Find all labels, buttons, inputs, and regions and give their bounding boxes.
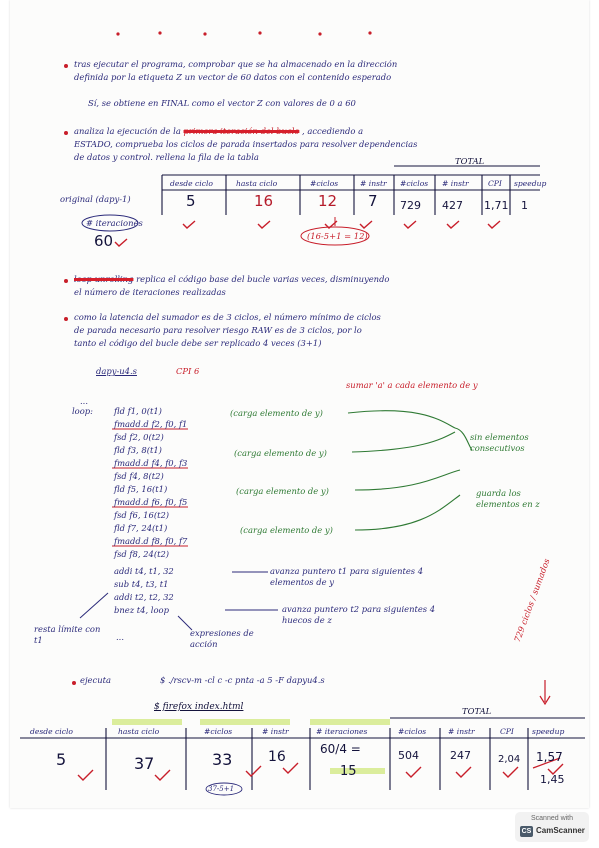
camscanner-badge	[515, 812, 589, 842]
table2-v1: 5	[56, 750, 67, 769]
firefox-cmd: $ firefox index.html	[154, 702, 244, 712]
para3-strike: loop unrolling	[74, 274, 134, 284]
bullet-3	[64, 279, 68, 283]
iterations-value: 60	[94, 232, 114, 250]
table1-h4: # instr	[360, 179, 387, 188]
table1-h6: # instr	[442, 179, 469, 188]
guarda-note: guarda los elementos en z	[476, 488, 540, 509]
load-note-4: (carga elemento de y)	[240, 525, 333, 535]
code-line: bnez t4, loop	[114, 605, 169, 615]
bullet-1	[64, 64, 68, 68]
table2-total-label: TOTAL	[462, 706, 492, 716]
para2-line3: de datos y control. rellena la fila de la tabla	[74, 152, 259, 162]
table2-h7: # instr	[448, 727, 475, 736]
bullet-5	[72, 681, 76, 685]
code-line: fmadd.d f6, f0, f5	[114, 497, 188, 507]
code-line: fmadd.d f2, f0, f1	[114, 419, 188, 429]
code-line: fsd f2, 0(t2)	[114, 432, 164, 442]
code-note-top: sumar 'a' a cada elemento de y	[346, 380, 478, 390]
para3-line1b: replica el código base del bucle varias veces, disminuyendo	[136, 274, 390, 284]
highlight-stroke	[310, 719, 390, 725]
table2-v7: 247	[450, 749, 471, 762]
sin-elementos-note: sin elementos consecutivos	[470, 432, 529, 453]
table1-h5: #ciclos	[400, 179, 429, 188]
iterations-label: # iteraciones	[86, 218, 143, 228]
para4-line1: como la latencia del sumador es de 3 ciclos, el número mínimo de ciclos	[74, 312, 381, 322]
code-line: fld f3, 8(t1)	[114, 445, 162, 455]
table1-v1: 5	[186, 192, 196, 210]
table2-v8: 2,04	[498, 754, 521, 765]
badge-caption: Scanned with	[530, 815, 574, 822]
para1-line3: Sí, se obtiene en FINAL como el vector Z con valores de 0 a 60	[88, 98, 356, 108]
code-subtitle: CPI 6	[176, 366, 200, 376]
table1-v6: 427	[442, 199, 463, 212]
table1-row-label: original (dapy-1)	[60, 194, 131, 204]
expresiones-note: expresiones de acción	[190, 628, 254, 649]
code-title: dapy-u4.s	[96, 366, 137, 376]
table2-v3: 33	[212, 750, 233, 769]
table1-h8: speedup	[514, 179, 547, 188]
code-line: fmadd.d f4, f0, f3	[114, 458, 188, 468]
badge-brand: CamScanner	[536, 826, 585, 835]
table1-h1: desde ciclo	[170, 179, 213, 188]
table2-h1: desde ciclo	[30, 727, 73, 736]
table2-v5: 60/4 =	[320, 742, 361, 756]
table2-h3: #ciclos	[204, 727, 233, 736]
para2-strike: primera iteración del bucle	[183, 126, 300, 136]
table1-v7: 1,71	[484, 199, 509, 212]
code-line: fld f1, 0(t1)	[114, 406, 162, 416]
table2-h4: # instr	[262, 727, 289, 736]
table1-v4: 7	[368, 192, 378, 210]
table2-h8: CPI	[500, 727, 514, 736]
avanza-t2-note: avanza puntero t2 para siguientes 4 huecos de z	[282, 604, 436, 625]
para3-line2: el número de iteraciones realizadas	[74, 287, 226, 297]
code-line: fsd f4, 8(t2)	[114, 471, 164, 481]
table1-h2: hasta ciclo	[236, 179, 278, 188]
table2-h2: hasta ciclo	[118, 727, 160, 736]
para1-line2: definida por la etiqueta Z un vector de 60 datos con el contenido esperado	[74, 72, 392, 82]
code-line: fld f7, 24(t1)	[114, 523, 168, 533]
table2-v4: 16	[268, 749, 286, 765]
table1-note: (16-5+1 = 12)	[307, 231, 368, 241]
table2-v9: 1,57	[536, 750, 563, 764]
code-line: addi t4, t1, 32	[114, 566, 174, 576]
table2-v6: 504	[398, 749, 419, 762]
exec-cmd: $ ./rscv-m -cl c -c pnta -a 5 -F dapyu4.s	[160, 675, 325, 685]
exec-label: ejecuta	[80, 675, 111, 685]
para2-line2: ESTADO, comprueba los ciclos de parada insertados para resolver dependencias	[74, 139, 418, 149]
para4-line2: de parada necesario para resolver riesgo RAW es de 3 ciclos, por lo	[74, 325, 362, 335]
para2-line1c: , accediendo a	[302, 126, 364, 136]
para2-line1	[74, 126, 363, 137]
table1-h3: #ciclos	[310, 179, 339, 188]
highlight-stroke	[112, 719, 182, 725]
code-line: fsd f8, 24(t2)	[114, 549, 170, 559]
table2-note: 37-5+1	[208, 785, 235, 793]
table1-v2: 16	[254, 192, 274, 210]
code-ellipsis: ...	[116, 632, 124, 642]
table1-v3: 12	[318, 192, 338, 210]
code-line: fld f5, 16(t1)	[114, 484, 168, 494]
red-note-729: 729 ciclos / sumados	[512, 557, 552, 644]
table2-h5: # iteraciones	[316, 727, 368, 736]
para4-line3: tanto el código del bucle debe ser replicado 4 veces (3+1)	[74, 338, 322, 348]
code-line: addi t2, t2, 32	[114, 592, 174, 602]
highlight-stroke	[200, 719, 290, 725]
resta-note: resta límite con t1	[34, 624, 101, 645]
camscanner-logo-icon: CS	[521, 828, 532, 835]
table1-h7: CPI	[488, 179, 502, 188]
table2-iter-result: 15	[340, 764, 357, 779]
para3-line1	[74, 274, 389, 285]
table2-h6: #ciclos	[398, 727, 427, 736]
table1-v8: 1	[521, 199, 528, 212]
code-line: fmadd.d f8, f0, f7	[114, 536, 188, 546]
table2-h9: speedup	[532, 727, 565, 736]
code-line: sub t4, t3, t1	[114, 579, 169, 589]
para1-line1: tras ejecutar el programa, comprobar que se ha almacenado en la dirección	[74, 59, 398, 69]
code-dots: ...	[80, 396, 88, 406]
para2-line1a: analiza la ejecución de la	[74, 126, 181, 136]
load-note-2: (carga elemento de y)	[234, 448, 327, 458]
code-line: fsd f6, 16(t2)	[114, 510, 170, 520]
table2-speedup-corr: 1,45	[540, 773, 565, 786]
highlight-stroke	[330, 768, 385, 774]
table1-v5: 729	[400, 199, 421, 212]
avanza-t1-note: avanza puntero t1 para siguientes 4 elementos de y	[270, 566, 424, 587]
table1-total-label: TOTAL	[455, 156, 485, 166]
load-note-1: (carga elemento de y)	[230, 408, 323, 418]
bullet-4	[64, 317, 68, 321]
bullet-2	[64, 131, 68, 135]
code-label: loop:	[72, 406, 93, 416]
load-note-3: (carga elemento de y)	[236, 486, 329, 496]
table2-v2: 37	[134, 754, 155, 773]
